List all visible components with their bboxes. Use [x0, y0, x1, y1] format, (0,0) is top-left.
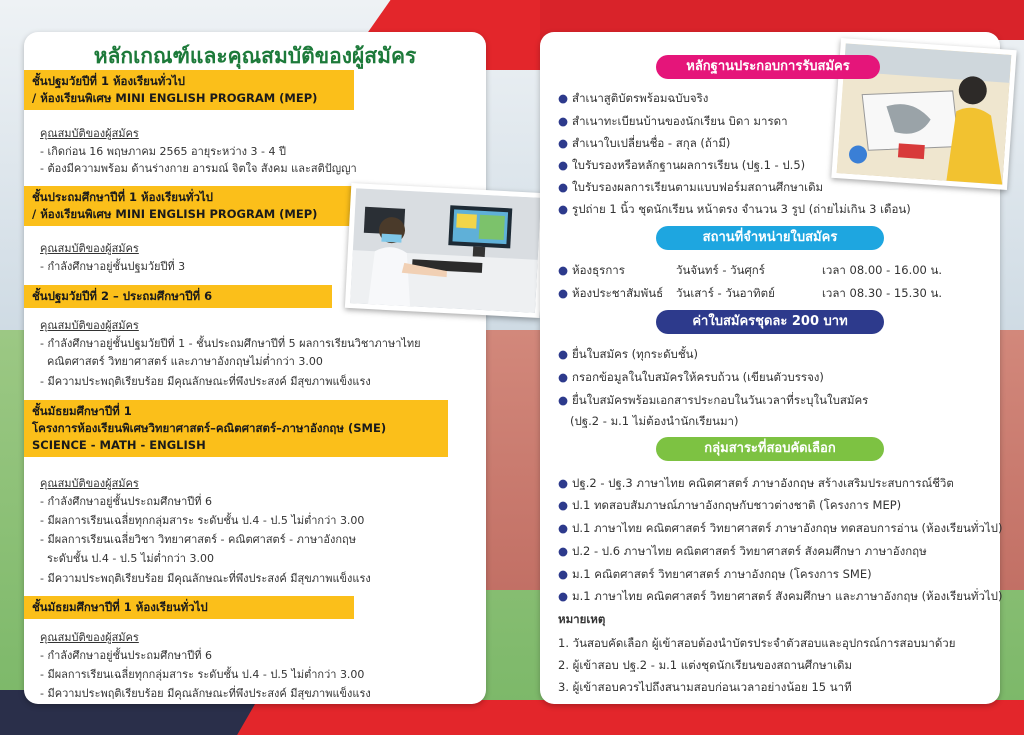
bullet-icon: ● [558, 476, 569, 490]
qualification-line: - มีความประพฤติเรียบร้อย มีคุณลักษณะที่พึงประสงค์ มีสุขภาพแข็งแรง [40, 375, 371, 388]
document-item-text: ใบรับรองผลการเรียนตามแบบฟอร์มสถานศึกษาเดิม [572, 180, 824, 194]
place-days: วันเสาร์ - วันอาทิตย์ [676, 286, 775, 300]
qualification-title: คุณสมบัติของผู้สมัคร [40, 319, 139, 332]
qualification-line: - กำลังศึกษาอยู่ชั้นปฐมวัยปีที่ 3 [40, 260, 186, 273]
section-header-line: โครงการห้องเรียนพิเศษวิทยาศาสตร์–คณิตศาสตร์–ภาษาอังกฤษ (SME) [32, 421, 387, 435]
subject-item-text: ป.1 ทดสอบสัมภาษณ์ภาษาอังกฤษกับชาวต่างชาติ (โครงการ MEP) [572, 498, 902, 512]
note-line: 3. ผู้เข้าสอบควรไปถึงสนามสอบก่อนเวลาอย่างน้อย 15 นาที [558, 680, 852, 694]
bullet-icon: ● [558, 393, 569, 407]
document-item [558, 135, 730, 153]
place-room: ห้องธุรการ [572, 263, 625, 277]
qualification-title: คุณสมบัติของผู้สมัคร [40, 631, 139, 644]
place-time: เวลา 08.30 - 15.30 น. [822, 286, 943, 300]
background-red-bottom [223, 700, 1024, 735]
document-item [558, 157, 805, 175]
section-header-kindergarten-1 [24, 70, 354, 110]
bullet-icon: ● [558, 498, 569, 512]
document-item-text: สำเนาสูติบัตรพร้อมฉบับจริง [572, 91, 709, 105]
qualification-line: - มีผลการเรียนเฉลี่ยทุกกลุ่มสาระ ระดับชั้น ป.4 - ป.5 ไม่ต่ำกว่า 3.00 [40, 668, 365, 681]
price-item-sub: (ปฐ.2 - ม.1 ไม่ต้องนำนักเรียนมา) [570, 414, 739, 428]
section-header-line: ชั้นประถมศึกษาปีที่ 1 ห้องเรียนทั่วไป [32, 190, 213, 204]
qualification-title: คุณสมบัติของผู้สมัคร [40, 127, 139, 140]
document-item-text: สำเนาใบเปลี่ยนชื่อ - สกุล (ถ้ามี) [572, 136, 731, 150]
qualification-line: - กำลังศึกษาอยู่ชั้นประถมศึกษาปีที่ 6 [40, 649, 213, 662]
bullet-icon: ● [558, 114, 569, 128]
subject-item-text: ป.2 - ป.6 ภาษาไทย คณิตศาสตร์ วิทยาศาสตร์ สังคมศึกษา ภาษาอังกฤษ [572, 544, 927, 558]
section-header-secondary-1-general [24, 596, 354, 619]
qualification-line: - มีผลการเรียนเฉลี่ยวิชา วิทยาศาสตร์ - คณิตศาสตร์ - ภาษาอังกฤษ [40, 533, 356, 546]
bullet-icon: ● [558, 521, 569, 535]
page-title: หลักเกณฑ์และคุณสมบัติของผู้สมัคร [93, 44, 417, 68]
document-item [558, 90, 708, 108]
bullet-icon: ● [558, 158, 569, 172]
place-room: ห้องประชาสัมพันธ์ [572, 286, 664, 300]
qualification-title: คุณสมบัติของผู้สมัคร [40, 242, 139, 255]
qualification-line: - กำลังศึกษาอยู่ชั้นประถมศึกษาปีที่ 6 [40, 495, 213, 508]
place-row [558, 285, 663, 303]
qualification-line: - มีความประพฤติเรียบร้อย มีคุณลักษณะที่พึงประสงค์ มีสุขภาพแข็งแรง [40, 687, 371, 700]
bullet-icon: ● [558, 544, 569, 558]
section-header-line: / ห้องเรียนพิเศษ MINI ENGLISH PROGRAM (MEP) [32, 207, 318, 221]
note-line: 1. วันสอบคัดเลือก ผู้เข้าสอบต้องนำบัตรประจำตัวสอบและอุปกรณ์การสอบมาด้วย [558, 636, 956, 650]
bullet-icon: ● [558, 286, 569, 300]
subject-item [558, 520, 1002, 538]
section-header-line: / ห้องเรียนพิเศษ MINI ENGLISH PROGRAM (MEP) [32, 91, 318, 105]
document-item [558, 201, 911, 219]
section-header-line: ชั้นปฐมวัยปีที่ 1 ห้องเรียนทั่วไป [32, 74, 185, 88]
bullet-icon: ● [558, 370, 569, 384]
price-item-text: กรอกข้อมูลในใบสมัครให้ครบถ้วน (เขียนตัวบรรจง) [572, 370, 824, 384]
subject-item [558, 543, 927, 561]
section-header-secondary-1-sme [24, 400, 448, 457]
price-item-text: ยื่นใบสมัครพร้อมเอกสารประกอบในวันเวลาที่ระบุในใบสมัคร [572, 393, 869, 407]
photo-student-computer [345, 183, 546, 318]
bullet-icon: ● [558, 180, 569, 194]
place-time: เวลา 08.00 - 16.00 น. [822, 263, 943, 277]
qualification-line: - กำลังศึกษาอยู่ชั้นปฐมวัยปีที่ 1 - ชั้นประถมศึกษาปีที่ 5 ผลการเรียนวิชาภาษาไทย [40, 337, 421, 350]
qualification-line: คณิตศาสตร์ วิทยาศาสตร์ และภาษาอังกฤษไม่ต่ำกว่า 3.00 [40, 355, 323, 368]
qualification-line: - มีผลการเรียนเฉลี่ยทุกกลุ่มสาระ ระดับชั้น ป.4 - ป.5 ไม่ต่ำกว่า 3.00 [40, 514, 365, 527]
qualification-line: - ต้องมีความพร้อม ด้านร่างกาย อารมณ์ จิตใจ สังคม และสติปัญญา [40, 162, 357, 175]
subject-item-text: ม.1 ภาษาไทย คณิตศาสตร์ วิทยาศาสตร์ สังคมศึกษา และภาษาอังกฤษ (ห้องเรียนทั่วไป) [572, 589, 1003, 603]
place-days: วันจันทร์ - วันศุกร์ [676, 263, 765, 277]
qualification-line: ระดับชั้น ป.4 - ป.5 ไม่ต่ำกว่า 3.00 [40, 552, 214, 565]
subject-item [558, 588, 1002, 606]
note-title: หมายเหตุ [558, 612, 606, 626]
photo-image [350, 188, 541, 313]
bullet-icon: ● [558, 589, 569, 603]
section-header-line: ชั้นปฐมวัยปีที่ 2 – ประถมศึกษาปีที่ 6 [32, 289, 213, 303]
subject-item [558, 566, 872, 584]
subject-item-text: ปฐ.2 - ปฐ.3 ภาษาไทย คณิตศาสตร์ ภาษาอังกฤษ สร้างเสริมประสบการณ์ชีวิต [572, 476, 954, 490]
place-row [558, 262, 625, 280]
places-heading-pill: สถานที่จำหน่ายใบสมัคร [656, 226, 884, 250]
docs-heading-pill: หลักฐานประกอบการรับสมัคร [656, 55, 880, 79]
subject-item [558, 497, 901, 515]
bullet-icon: ● [558, 567, 569, 581]
subject-item-text: ป.1 ภาษาไทย คณิตศาสตร์ วิทยาศาสตร์ ภาษาอังกฤษ ทดสอบการอ่าน (ห้องเรียนทั่วไป) [572, 521, 1003, 535]
document-item-text: สำเนาทะเบียนบ้านของนักเรียน บิดา มารดา [572, 114, 788, 128]
bullet-icon: ● [558, 136, 569, 150]
subject-item [558, 475, 954, 493]
section-header-line: SCIENCE - MATH - ENGLISH [32, 438, 206, 452]
section-header-primary-1 [24, 186, 354, 226]
price-item-text: ยื่นใบสมัคร (ทุกระดับชั้น) [572, 347, 698, 361]
bullet-icon: ● [558, 263, 569, 277]
qualification-title: คุณสมบัติของผู้สมัคร [40, 477, 139, 490]
bullet-icon: ● [558, 202, 569, 216]
note-line: 2. ผู้เข้าสอบ ปฐ.2 - ม.1 แต่งชุดนักเรียนของสถานศึกษาเดิม [558, 658, 853, 672]
price-item [558, 346, 698, 364]
section-header-line: ชั้นมัธยมศึกษาปีที่ 1 [32, 404, 132, 418]
document-item-text: ใบรับรองหรือหลักฐานผลการเรียน (ปฐ.1 - ป.5) [572, 158, 806, 172]
qualification-line: - เกิดก่อน 16 พฤษภาคม 2565 อายุระหว่าง 3 - 4 ปี [40, 145, 286, 158]
price-item [558, 392, 868, 410]
bullet-icon: ● [558, 347, 569, 361]
section-header-line: ชั้นมัธยมศึกษาปีที่ 1 ห้องเรียนทั่วไป [32, 600, 208, 614]
section-header-kindergarten-2-primary-6 [24, 285, 332, 308]
subject-item-text: ม.1 คณิตศาสตร์ วิทยาศาสตร์ ภาษาอังกฤษ (โครงการ SME) [572, 567, 872, 581]
bullet-icon: ● [558, 91, 569, 105]
price-heading-pill: ค่าใบสมัครชุดละ 200 บาท [656, 310, 884, 334]
document-item [558, 179, 823, 197]
document-item [558, 113, 788, 131]
computer-illustration [350, 188, 541, 313]
qualification-line: - มีความประพฤติเรียบร้อย มีคุณลักษณะที่พึงประสงค์ มีสุขภาพแข็งแรง [40, 572, 371, 585]
price-item [558, 369, 824, 387]
subjects-heading-pill: กลุ่มสาระที่สอบคัดเลือก [656, 437, 884, 461]
document-item-text: รูปถ่าย 1 นิ้ว ชุดนักเรียน หน้าตรง จำนวน 3 รูป (ถ่ายไม่เกิน 3 เดือน) [572, 202, 911, 216]
